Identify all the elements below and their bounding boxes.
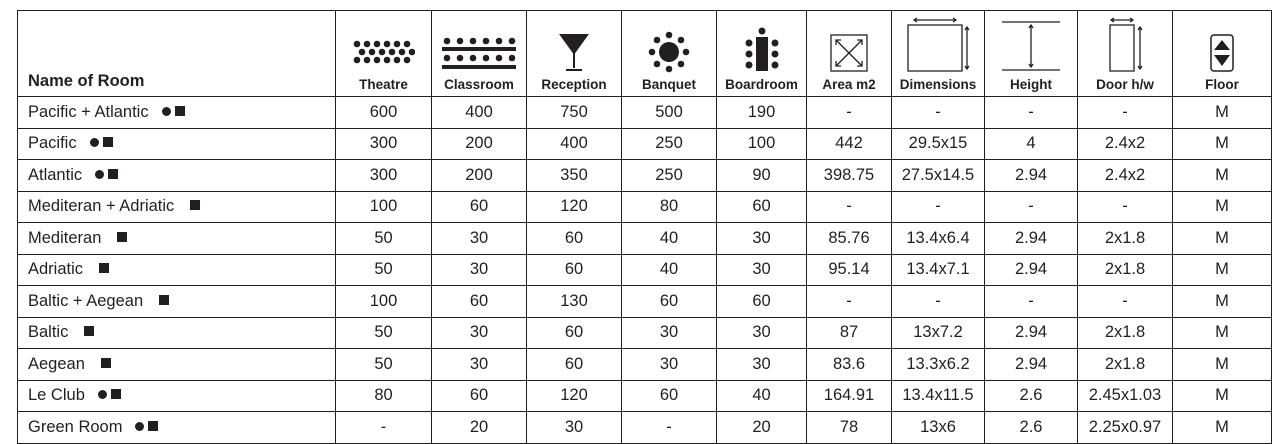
room-name-cell bbox=[18, 223, 336, 255]
height-cell: 2.94 bbox=[985, 254, 1078, 286]
room-name-cell bbox=[18, 412, 336, 444]
theatre-cell: 300 bbox=[336, 160, 432, 192]
room-feature-marks bbox=[89, 260, 109, 279]
column-header-area: Area m2 bbox=[807, 11, 892, 97]
square-marker-icon bbox=[117, 232, 127, 242]
dimensions-cell: 13.4x7.1 bbox=[892, 254, 985, 286]
classroom-cell: 60 bbox=[432, 286, 527, 318]
floor-cell: M bbox=[1173, 254, 1272, 286]
square-marker-icon bbox=[111, 389, 121, 399]
column-header-theatre: Theatre bbox=[336, 11, 432, 97]
dimensions-cell: - bbox=[892, 191, 985, 223]
table-row bbox=[18, 97, 1272, 129]
banquet-cell: 60 bbox=[622, 380, 717, 412]
banquet-cell: 500 bbox=[622, 97, 717, 129]
height-cell: - bbox=[985, 97, 1078, 129]
table-row bbox=[18, 254, 1272, 286]
floor-cell: M bbox=[1173, 128, 1272, 160]
dimensions-cell: 13x6 bbox=[892, 412, 985, 444]
reception-cell: 30 bbox=[527, 412, 622, 444]
table-row bbox=[18, 128, 1272, 160]
boardroom-cell: 40 bbox=[717, 380, 807, 412]
floor-cell: M bbox=[1173, 380, 1272, 412]
room-name: Baltic bbox=[28, 323, 69, 342]
circle-marker-icon bbox=[95, 170, 104, 179]
column-header-dimensions: Dimensions bbox=[892, 11, 985, 97]
room-name-cell bbox=[18, 286, 336, 318]
classroom-cell: 60 bbox=[432, 191, 527, 223]
door-cell: 2.25x0.97 bbox=[1078, 412, 1173, 444]
reception-cell: 120 bbox=[527, 380, 622, 412]
room-feature-marks bbox=[155, 103, 185, 122]
door-cell: 2x1.8 bbox=[1078, 349, 1173, 381]
dimensions-cell: 13x7.2 bbox=[892, 317, 985, 349]
circle-marker-icon bbox=[98, 390, 107, 399]
square-marker-icon bbox=[84, 326, 94, 336]
reception-cell: 750 bbox=[527, 97, 622, 129]
floor-cell: M bbox=[1173, 223, 1272, 255]
height-cell: 2.94 bbox=[985, 160, 1078, 192]
classroom-cell: 30 bbox=[432, 254, 527, 286]
dimensions-cell: 13.4x6.4 bbox=[892, 223, 985, 255]
column-header-height: Height bbox=[985, 11, 1078, 97]
square-marker-icon bbox=[148, 421, 158, 431]
room-name: Atlantic bbox=[28, 165, 83, 184]
room-name: Pacific bbox=[28, 134, 77, 153]
area-cell: - bbox=[807, 286, 892, 318]
classroom-cell: 200 bbox=[432, 128, 527, 160]
area-cell: 87 bbox=[807, 317, 892, 349]
area-cell: 95.14 bbox=[807, 254, 892, 286]
table-body bbox=[18, 97, 1272, 444]
floor-cell: M bbox=[1173, 160, 1272, 192]
theatre-cell: 80 bbox=[336, 380, 432, 412]
door-cell: - bbox=[1078, 286, 1173, 318]
reception-cell: 400 bbox=[527, 128, 622, 160]
room-capacity-table bbox=[17, 10, 1272, 444]
reception-cell: 130 bbox=[527, 286, 622, 318]
dimensions-cell: 13.4x11.5 bbox=[892, 380, 985, 412]
room-feature-marks bbox=[149, 292, 169, 311]
table-row bbox=[18, 191, 1272, 223]
column-header-classroom: Classroom bbox=[432, 11, 527, 97]
boardroom-icon bbox=[742, 27, 782, 73]
area-icon bbox=[829, 33, 869, 73]
room-feature-marks bbox=[128, 418, 158, 437]
reception-cell: 60 bbox=[527, 254, 622, 286]
room-name-cell bbox=[18, 128, 336, 160]
dimensions-cell: 29.5x15 bbox=[892, 128, 985, 160]
banquet-cell: 40 bbox=[622, 223, 717, 255]
height-cell: 2.6 bbox=[985, 380, 1078, 412]
room-name: Le Club bbox=[28, 386, 85, 405]
door-cell: 2.45x1.03 bbox=[1078, 380, 1173, 412]
floor-cell: M bbox=[1173, 191, 1272, 223]
area-cell: 85.76 bbox=[807, 223, 892, 255]
banquet-cell: - bbox=[622, 412, 717, 444]
door-cell: - bbox=[1078, 191, 1173, 223]
door-cell: 2.4x2 bbox=[1078, 128, 1173, 160]
floor-cell: M bbox=[1173, 317, 1272, 349]
classroom-cell: 400 bbox=[432, 97, 527, 129]
room-feature-marks bbox=[83, 134, 113, 153]
door-cell: 2x1.8 bbox=[1078, 254, 1173, 286]
room-name-cell bbox=[18, 97, 336, 129]
boardroom-cell: 60 bbox=[717, 191, 807, 223]
boardroom-cell: 20 bbox=[717, 412, 807, 444]
height-cell: 2.94 bbox=[985, 317, 1078, 349]
room-name: Aegean bbox=[28, 354, 85, 373]
floor-icon bbox=[1209, 33, 1235, 73]
table-row bbox=[18, 349, 1272, 381]
table-row bbox=[18, 160, 1272, 192]
room-feature-marks bbox=[107, 229, 127, 248]
room-name: Pacific + Atlantic bbox=[28, 102, 149, 121]
square-marker-icon bbox=[101, 358, 111, 368]
table-row bbox=[18, 223, 1272, 255]
boardroom-cell: 30 bbox=[717, 223, 807, 255]
reception-cell: 60 bbox=[527, 317, 622, 349]
door-icon bbox=[1105, 17, 1145, 73]
header-row bbox=[18, 11, 1272, 97]
room-name: Mediteran bbox=[28, 228, 102, 247]
dimensions-cell: 13.3x6.2 bbox=[892, 349, 985, 381]
height-cell: - bbox=[985, 286, 1078, 318]
banquet-cell: 80 bbox=[622, 191, 717, 223]
banquet-cell: 30 bbox=[622, 349, 717, 381]
table-row bbox=[18, 412, 1272, 444]
room-name: Mediteran + Adriatic bbox=[28, 197, 175, 216]
square-marker-icon bbox=[159, 295, 169, 305]
theatre-cell: 300 bbox=[336, 128, 432, 160]
banquet-cell: 60 bbox=[622, 286, 717, 318]
height-cell: 4 bbox=[985, 128, 1078, 160]
height-cell: 2.94 bbox=[985, 223, 1078, 255]
classroom-cell: 60 bbox=[432, 380, 527, 412]
dimensions-cell: - bbox=[892, 97, 985, 129]
circle-marker-icon bbox=[135, 422, 144, 431]
height-cell: 2.6 bbox=[985, 412, 1078, 444]
room-name: Adriatic bbox=[28, 260, 84, 279]
banquet-cell: 250 bbox=[622, 160, 717, 192]
classroom-cell: 20 bbox=[432, 412, 527, 444]
floor-cell: M bbox=[1173, 412, 1272, 444]
floor-cell: M bbox=[1173, 349, 1272, 381]
area-cell: - bbox=[807, 97, 892, 129]
theatre-cell: 50 bbox=[336, 349, 432, 381]
reception-cell: 120 bbox=[527, 191, 622, 223]
banquet-cell: 250 bbox=[622, 128, 717, 160]
area-cell: 83.6 bbox=[807, 349, 892, 381]
height-icon bbox=[1000, 19, 1062, 73]
dimensions-icon bbox=[904, 17, 972, 73]
square-marker-icon bbox=[175, 106, 185, 116]
theatre-cell: 100 bbox=[336, 191, 432, 223]
room-name-cell bbox=[18, 317, 336, 349]
banquet-icon bbox=[647, 31, 691, 73]
room-feature-marks bbox=[88, 166, 118, 185]
reception-icon bbox=[559, 33, 589, 73]
area-cell: - bbox=[807, 191, 892, 223]
room-name-cell bbox=[18, 349, 336, 381]
theatre-cell: 50 bbox=[336, 317, 432, 349]
room-feature-marks bbox=[91, 355, 111, 374]
theatre-cell: 600 bbox=[336, 97, 432, 129]
boardroom-cell: 90 bbox=[717, 160, 807, 192]
boardroom-cell: 30 bbox=[717, 317, 807, 349]
area-cell: 78 bbox=[807, 412, 892, 444]
column-header-name: Name of Room bbox=[18, 11, 336, 97]
reception-cell: 60 bbox=[527, 349, 622, 381]
theatre-cell: 100 bbox=[336, 286, 432, 318]
height-cell: 2.94 bbox=[985, 349, 1078, 381]
boardroom-cell: 190 bbox=[717, 97, 807, 129]
theatre-cell: 50 bbox=[336, 223, 432, 255]
square-marker-icon bbox=[99, 263, 109, 273]
reception-cell: 60 bbox=[527, 223, 622, 255]
dimensions-cell: - bbox=[892, 286, 985, 318]
table-row bbox=[18, 286, 1272, 318]
banquet-cell: 40 bbox=[622, 254, 717, 286]
reception-cell: 350 bbox=[527, 160, 622, 192]
floor-cell: M bbox=[1173, 286, 1272, 318]
square-marker-icon bbox=[190, 200, 200, 210]
room-feature-marks bbox=[91, 386, 121, 405]
area-cell: 164.91 bbox=[807, 380, 892, 412]
room-name-cell bbox=[18, 254, 336, 286]
circle-marker-icon bbox=[162, 107, 171, 116]
area-cell: 398.75 bbox=[807, 160, 892, 192]
classroom-icon bbox=[441, 37, 517, 73]
room-name-cell bbox=[18, 191, 336, 223]
table-row bbox=[18, 380, 1272, 412]
height-cell: - bbox=[985, 191, 1078, 223]
area-cell: 442 bbox=[807, 128, 892, 160]
column-header-boardroom: Boardroom bbox=[717, 11, 807, 97]
theatre-cell: - bbox=[336, 412, 432, 444]
square-marker-icon bbox=[103, 137, 113, 147]
floor-cell: M bbox=[1173, 97, 1272, 129]
column-header-floor: Floor bbox=[1173, 11, 1272, 97]
dimensions-cell: 27.5x14.5 bbox=[892, 160, 985, 192]
boardroom-cell: 60 bbox=[717, 286, 807, 318]
column-header-door: Door h/w bbox=[1078, 11, 1173, 97]
door-cell: - bbox=[1078, 97, 1173, 129]
classroom-cell: 200 bbox=[432, 160, 527, 192]
room-feature-marks bbox=[74, 323, 94, 342]
door-cell: 2x1.8 bbox=[1078, 317, 1173, 349]
square-marker-icon bbox=[108, 169, 118, 179]
room-name: Baltic + Aegean bbox=[28, 291, 144, 310]
column-header-banquet: Banquet bbox=[622, 11, 717, 97]
boardroom-cell: 30 bbox=[717, 349, 807, 381]
room-name-cell bbox=[18, 160, 336, 192]
theatre-cell: 50 bbox=[336, 254, 432, 286]
room-name: Green Room bbox=[28, 417, 123, 436]
boardroom-cell: 100 bbox=[717, 128, 807, 160]
door-cell: 2.4x2 bbox=[1078, 160, 1173, 192]
room-feature-marks bbox=[180, 197, 200, 216]
boardroom-cell: 30 bbox=[717, 254, 807, 286]
classroom-cell: 30 bbox=[432, 317, 527, 349]
door-cell: 2x1.8 bbox=[1078, 223, 1173, 255]
circle-marker-icon bbox=[90, 138, 99, 147]
classroom-cell: 30 bbox=[432, 223, 527, 255]
classroom-cell: 30 bbox=[432, 349, 527, 381]
column-header-reception: Reception bbox=[527, 11, 622, 97]
table-row bbox=[18, 317, 1272, 349]
theatre-icon bbox=[353, 39, 415, 73]
banquet-cell: 30 bbox=[622, 317, 717, 349]
room-name-cell bbox=[18, 380, 336, 412]
